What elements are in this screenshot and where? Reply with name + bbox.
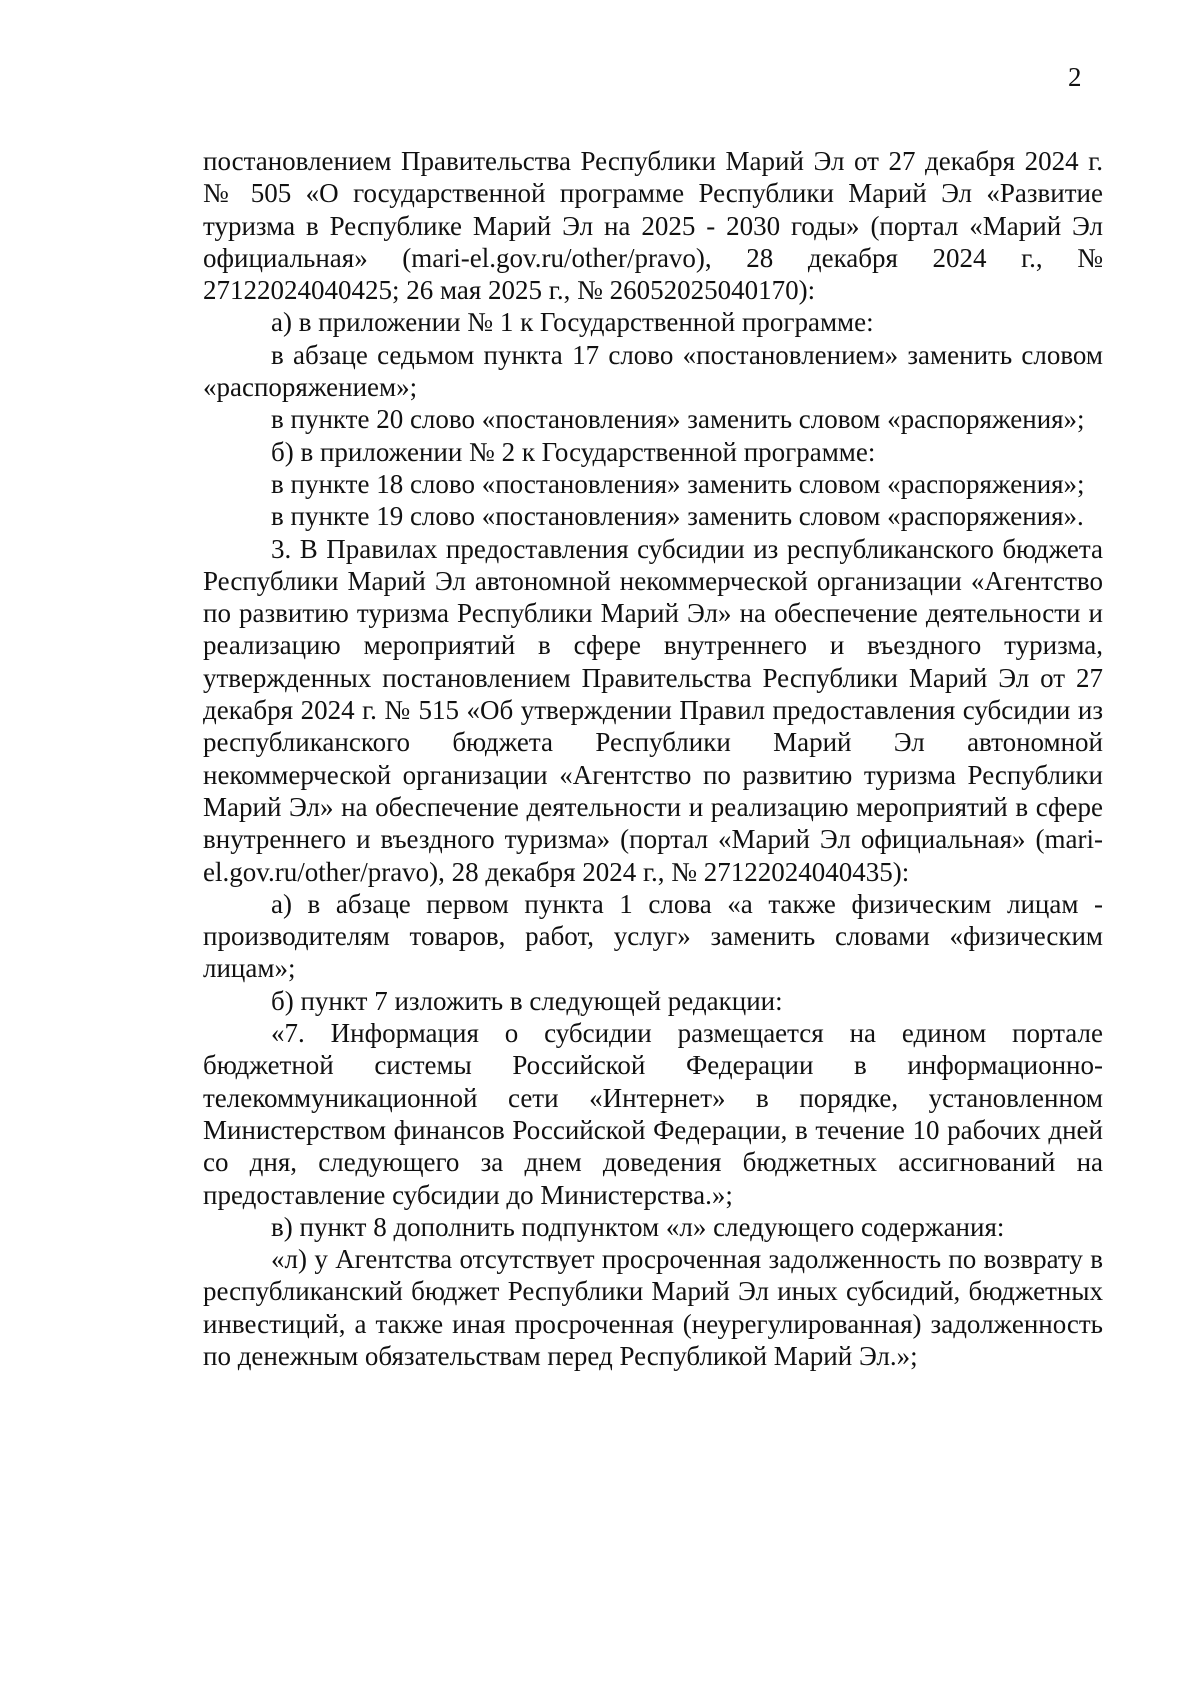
paragraph-item-c-point-8: в) пункт 8 дополнить подпунктом «л» следующего содержания: bbox=[271, 1211, 1005, 1242]
document-body bbox=[203, 145, 1103, 1372]
paragraph-item-b-appendix-2: б) в приложении № 2 к Государственной программе: bbox=[271, 436, 876, 467]
paragraph-point-7-text: «7. Информация о субсидии размещается на едином портале бюджетной системы Российской Федерации в информационно-телекоммуникационной сети «Интернет» в порядке, установленном Министерством финансов Российской Федерации, в течение 10 рабочих дней со дня, следующего за днем доведения бюджетных ассигнований на предоставление субсидии до Министерства.»; bbox=[203, 1018, 1103, 1210]
paragraph-point-19: в пункте 19 слово «постановления» заменить словом «распоряжения». bbox=[271, 501, 1084, 532]
paragraph-point-20: в пункте 20 слово «постановления» заменить словом «распоряжения»; bbox=[271, 404, 1085, 435]
page-number: 2 bbox=[1068, 62, 1082, 92]
paragraph-intro: постановлением Правительства Республики Марий Эл от 27 декабря 2024 г. № 505 «О государственной программе Республики Марий Эл «Развитие туризма в Республике Марий Эл на 2025 - 2030 годы» (портал «Марий Эл официальная» (mari-el.gov.ru/other/pravo), 28 декабря 2024 г., № 27122024040425; 26 мая 2025 г., № 26052025040170): bbox=[203, 146, 1103, 306]
paragraph-section-3: 3. В Правилах предоставления субсидии из республиканского бюджета Республики Марий Эл автономной некоммерческой организации «Агентство по развитию туризма Республики Марий Эл» на обеспечение деятельности и реализацию мероприятий в сфере внутреннего и въездного туризма, утвержденных постановлением Правительства Республики Марий Эл от 27 декабря 2024 г. № 515 «Об утверждении Правил предоставления субсидии из республиканского бюджета Республики Марий Эл автономной некоммерческой организации «Агентство по развитию туризма Республики Марий Эл» на обеспечение деятельности и реализацию мероприятий в сфере внутреннего и въездного туризма» (портал «Марий Эл официальная» (mari-el.gov.ru/other/pravo), 28 декабря 2024 г., № 27122024040435): bbox=[203, 533, 1103, 887]
paragraph-subpoint-l-text: «л) у Агентства отсутствует просроченная задолженность по возврату в республиканский бюджет Республики Марий Эл иных субсидий, бюджетных инвестиций, а также иная просроченная (неурегулированная) задолженность по денежным обязательствам перед Республикой Марий Эл.»; bbox=[203, 1244, 1103, 1371]
paragraph-item-a-appendix-1: а) в приложении № 1 к Государственной программе: bbox=[271, 307, 874, 338]
paragraph-item-b-point-7: б) пункт 7 изложить в следующей редакции: bbox=[271, 985, 783, 1016]
paragraph-point-18: в пункте 18 слово «постановления» заменить словом «распоряжения»; bbox=[271, 468, 1085, 499]
paragraph-point-17: в абзаце седьмом пункта 17 слово «постановлением» заменить словом «распоряжением»; bbox=[203, 339, 1103, 403]
paragraph-item-a-point-1: а) в абзаце первом пункта 1 слова «а также физическим лицам - производителям товаров, работ, услуг» заменить словами «физическим лицам»; bbox=[203, 888, 1103, 984]
